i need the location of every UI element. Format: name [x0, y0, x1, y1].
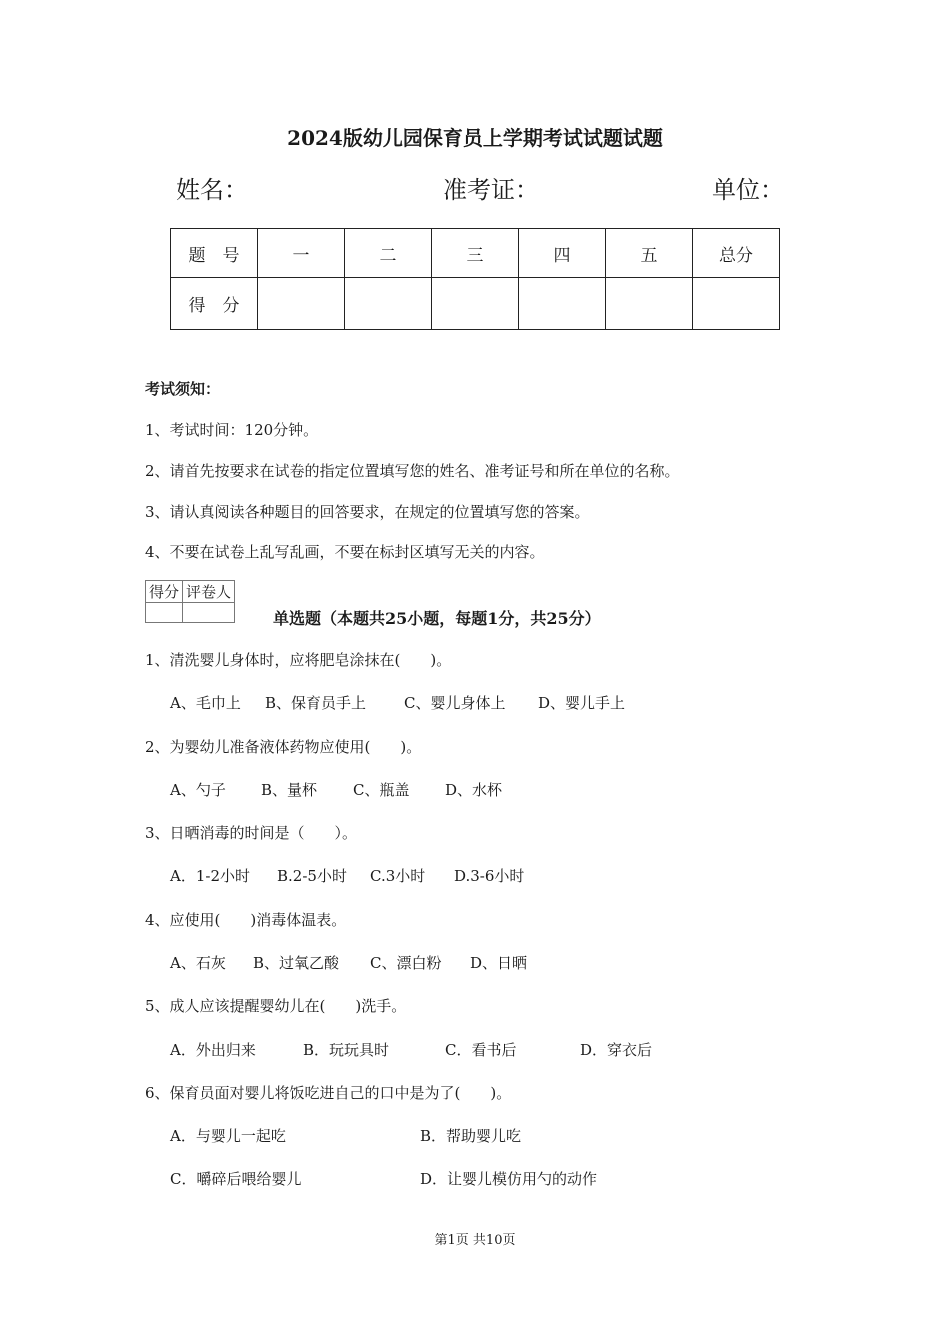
question-option: A．1-2小时: [170, 867, 250, 885]
question-option: C、婴儿身体上: [404, 694, 506, 712]
grader-table-grader-label: 评卷人: [183, 581, 235, 603]
notice-item: 4、不要在试卷上乱写乱画，不要在标封区填写无关的内容。: [145, 543, 545, 561]
question-option: C．嚼碎后喂给婴儿: [170, 1170, 302, 1188]
score-table-header-cell: 题 号: [171, 229, 258, 278]
score-cell[interactable]: [258, 278, 345, 330]
question-option: A、毛巾上: [170, 694, 241, 712]
section-title: 单选题（本题共25小题，每题1分，共25分）: [273, 609, 601, 628]
question-stem: 2、为婴幼儿准备液体药物应使用( )。: [145, 738, 422, 756]
notice-heading: 考试须知：: [145, 380, 221, 398]
question-option: D、婴儿手上: [538, 694, 626, 712]
question-option: D、日晒: [470, 954, 528, 972]
question-stem: 1、清洗婴儿身体时，应将肥皂涂抹在( )。: [145, 651, 452, 669]
notice-item: 2、请首先按要求在试卷的指定位置填写您的姓名、准考证号和所在单位的名称。: [145, 462, 680, 480]
document-title: 2024版幼儿园保育员上学期考试试题试题: [287, 126, 663, 150]
score-table-header-cell: 四: [519, 229, 606, 278]
question-option: D．让婴儿模仿用勺的动作: [420, 1170, 598, 1188]
score-cell[interactable]: [345, 278, 432, 330]
score-table-header-cell: 二: [345, 229, 432, 278]
question-stem: 4、应使用( )消毒体温表。: [145, 911, 347, 929]
score-table-score-row: [171, 278, 780, 330]
grader-score-cell[interactable]: [146, 603, 183, 623]
question-option: B、保育员手上: [265, 694, 367, 712]
question-option: A、勺子: [170, 781, 226, 799]
grader-table: [145, 580, 235, 623]
question-stem: 3、日晒消毒的时间是（ ）。: [145, 824, 358, 842]
question-option: D、水杯: [445, 781, 503, 799]
question-option: C、漂白粉: [370, 954, 442, 972]
name-field-label: 姓名：: [176, 176, 248, 204]
question-option: C.3小时: [370, 867, 426, 885]
question-option: B．帮助婴儿吃: [420, 1127, 522, 1145]
score-cell[interactable]: [606, 278, 693, 330]
question-option: A．与婴儿一起吃: [170, 1127, 286, 1145]
score-cell[interactable]: [519, 278, 606, 330]
score-table-header-cell: 总分: [693, 229, 780, 278]
grader-table-score-label: 得分: [146, 581, 183, 603]
exam-id-field-label: 准考证：: [443, 176, 539, 204]
question-option: A．外出归来: [170, 1041, 256, 1059]
question-option: D．穿衣后: [580, 1041, 653, 1059]
score-table: [170, 228, 780, 330]
unit-field-label: 单位：: [712, 176, 784, 204]
notice-item: 1、考试时间：120分钟。: [145, 421, 319, 439]
score-table-header-cell: 三: [432, 229, 519, 278]
score-table-row-label: 得 分: [171, 278, 258, 330]
page-footer: 第1页 共10页: [434, 1233, 516, 1248]
score-table-header-row: [171, 229, 780, 278]
notice-item: 3、请认真阅读各种题目的回答要求，在规定的位置填写您的答案。: [145, 503, 590, 521]
question-option: C、瓶盖: [353, 781, 410, 799]
question-option: B.2-5小时: [277, 867, 347, 885]
question-option: B．玩玩具时: [303, 1041, 390, 1059]
question-option: C．看书后: [445, 1041, 517, 1059]
question-option: B、过氧乙酸: [253, 954, 340, 972]
grader-name-cell[interactable]: [183, 603, 235, 623]
question-option: B、量杯: [261, 781, 318, 799]
question-stem: 5、成人应该提醒婴幼儿在( )洗手。: [145, 997, 407, 1015]
score-table-header-cell: 一: [258, 229, 345, 278]
score-table-header-cell: 五: [606, 229, 693, 278]
score-cell[interactable]: [432, 278, 519, 330]
question-stem: 6、保育员面对婴儿将饭吃进自己的口中是为了( )。: [145, 1084, 512, 1102]
question-option: D.3-6小时: [454, 867, 525, 885]
score-cell[interactable]: [693, 278, 780, 330]
question-option: A、石灰: [170, 954, 226, 972]
